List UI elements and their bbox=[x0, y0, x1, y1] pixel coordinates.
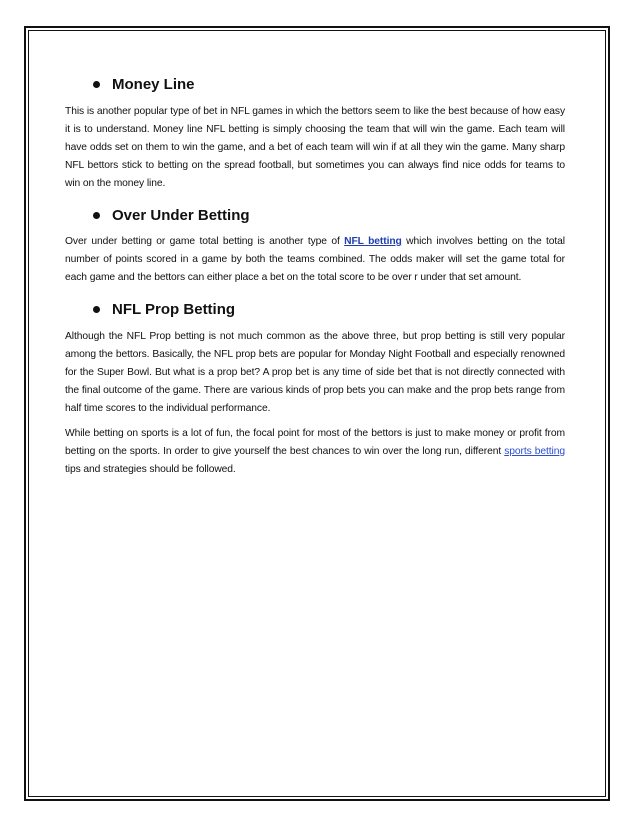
paragraph-money-line: This is another popular type of bet in NFL games in which the bettors seem to like the best because of how easy it is to understand. Money line NFL betting is simply choosing the team that will win the game. Each team will have odds set on them to win the game, and a bet of each team will win if at all they win the game. Many sharp NFL bettors stick to betting on the spread football, but sometimes you can always find nice odds for teams to win on the money line. bbox=[65, 106, 565, 189]
section-heading-money-line bbox=[93, 76, 565, 93]
paragraph-text: which involves betting on the total number of points scored in a game by both the teams combined. The odds maker will set the game total for each game and the bettors can either place a bet on the total score to be over r under that set amount. bbox=[65, 236, 565, 283]
bullet-icon bbox=[93, 81, 100, 88]
heading-text: NFL Prop Betting bbox=[112, 301, 236, 318]
page-content bbox=[65, 76, 565, 479]
paragraph-nfl-prop: Although the NFL Prop betting is not much common as the above three, but prop betting is still very popular among the bettors. Basically, the NFL prop bets are popular for Monday Night Football and especially renowned for the Super Bowl. But what is a prop bet? A prop bet is any time of side bet that is not directly connected with the final outcome of the game. There are various kinds of prop bets you can make and the prop bets range from half time scores to the individual performance. bbox=[65, 331, 565, 414]
heading-text: Money Line bbox=[112, 76, 195, 93]
section-heading-nfl-prop bbox=[93, 301, 565, 318]
paragraph-text: tips and strategies should be followed. bbox=[65, 464, 236, 475]
nfl-betting-link[interactable]: NFL betting bbox=[344, 236, 402, 247]
paragraph-text: Over under betting or game total betting is another type of bbox=[65, 236, 345, 247]
paragraph-text: While betting on sports is a lot of fun, the focal point for most of the bettors is just to make money or profit from betting on the sports. In order to give yourself the best chances to win over the long run, different bbox=[65, 428, 565, 457]
sports-betting-link[interactable]: sports betting bbox=[504, 446, 565, 457]
paragraph-over-under bbox=[65, 233, 565, 287]
section-heading-over-under bbox=[93, 207, 565, 224]
bullet-icon bbox=[93, 212, 100, 219]
bullet-icon bbox=[93, 306, 100, 313]
paragraph-conclusion bbox=[65, 425, 565, 479]
heading-text: Over Under Betting bbox=[112, 207, 250, 224]
